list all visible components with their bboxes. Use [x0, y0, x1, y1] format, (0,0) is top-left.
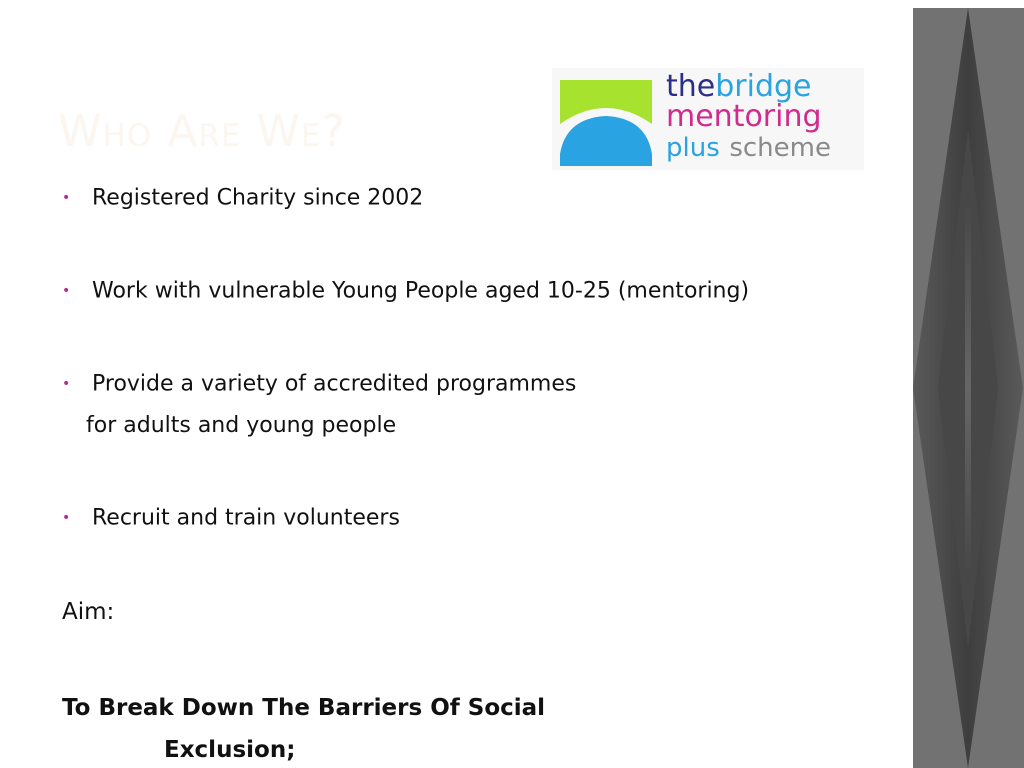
bullet-text: Work with vulnerable Young People aged 10-25 (mentoring)	[92, 278, 750, 304]
decorative-side-panel	[913, 8, 1024, 768]
logo-word-scheme: scheme	[729, 133, 831, 163]
goal-line-1: To Break Down The Barriers Of Social	[62, 695, 546, 721]
bridge-logo-icon	[556, 74, 656, 166]
logo-word-mentoring: mentoring	[666, 99, 822, 134]
bullet-text: Recruit and train volunteers	[92, 505, 400, 531]
bullet-marker: •	[62, 510, 71, 526]
bullet-item	[62, 505, 400, 531]
bullet-marker: •	[62, 376, 71, 392]
bullet-text: Registered Charity since 2002	[92, 185, 424, 211]
logo-word-bridge: bridge	[715, 69, 812, 104]
aim-label: Aim:	[62, 599, 115, 625]
bullet-continuation-text: for adults and young people	[86, 413, 397, 438]
bridge-mentoring-logo	[552, 68, 864, 170]
logo-blue-shape	[560, 116, 652, 166]
bullet-item	[62, 371, 576, 397]
slide-title: Who Are We?	[58, 106, 346, 157]
bullet-item	[62, 185, 423, 211]
bullet-marker: •	[62, 190, 71, 206]
goal-line-2: Exclusion;	[164, 737, 296, 763]
bullet-item	[62, 278, 749, 304]
logo-word-the: the	[666, 69, 716, 104]
logo-wordmark	[666, 69, 831, 163]
bullet-marker: •	[62, 283, 71, 299]
bullet-text: Provide a variety of accredited programmes	[92, 371, 577, 397]
logo-word-plus: plus	[666, 133, 720, 163]
